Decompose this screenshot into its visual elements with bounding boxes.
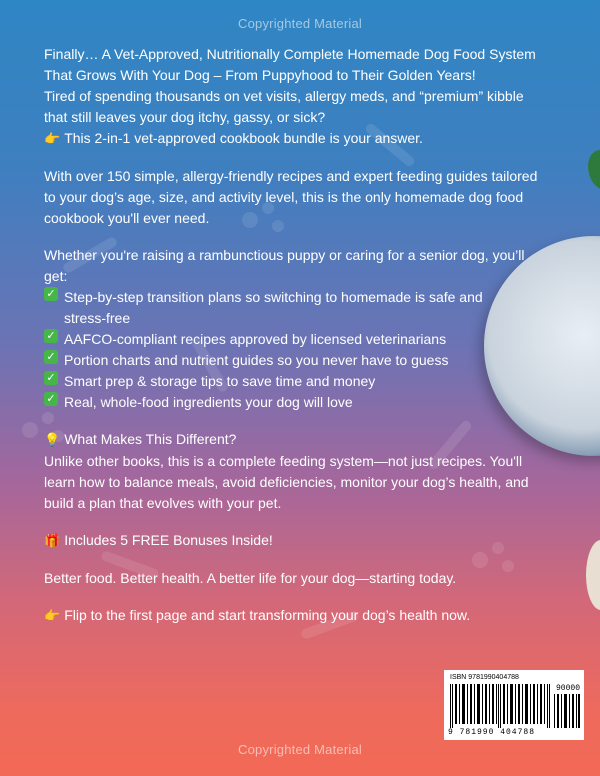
benefits-intro-line: Whether you're raising a rambunctious puppy or caring for a senior dog, you’ll: [44, 247, 525, 263]
intro-line: that still leaves your dog itchy, gassy, or sick?: [44, 109, 326, 125]
pointing-hand-icon: 👉: [44, 132, 61, 147]
barcode-bars: [450, 684, 550, 728]
benefit-item: [44, 329, 574, 350]
benefit-text: Step-by-step transition plans so switching to homemade is safe and: [64, 289, 483, 305]
gift-icon: 🎁: [44, 534, 61, 549]
price-barcode-bars: [554, 694, 580, 728]
plant-decoration: [588, 150, 600, 190]
barcode-number: 9 781990 404788: [448, 728, 536, 737]
intro-line: Finally… A Vet-Approved, Nutritionally Complete Homemade Dog Food System: [44, 46, 536, 62]
benefit-item: [44, 371, 574, 392]
check-mark-icon: ✓: [44, 329, 58, 343]
isbn-label: ISBN 9781990404788: [450, 674, 519, 681]
pointing-hand-icon: 👉: [44, 609, 61, 624]
call-to-action: [44, 605, 574, 627]
intro-line: Tired of spending thousands on vet visits, allergy meds, and “premium” kibble: [44, 88, 524, 104]
isbn-barcode: [444, 670, 584, 740]
call-to-action-text: Flip to the first page and start transforming your dog’s health now.: [64, 607, 471, 623]
benefits-list: [44, 287, 574, 413]
benefits-intro-line: get:: [44, 268, 68, 284]
check-mark-icon: ✓: [44, 371, 58, 385]
check-mark-icon: ✓: [44, 350, 58, 364]
price-code: 90000: [556, 684, 581, 693]
benefit-text: stress-free: [64, 310, 131, 326]
dog-image-edge: [586, 540, 600, 610]
tagline: Better food. Better health. A better life for your dog—starting today.: [44, 570, 457, 586]
benefit-item: [44, 350, 574, 371]
check-mark-icon: ✓: [44, 392, 58, 406]
different-line: learn how to balance meals, avoid deficiencies, monitor your dog’s health, and: [44, 474, 529, 490]
copyright-watermark-top: Copyrighted Material: [238, 16, 362, 31]
different-line: Unlike other books, this is a complete feeding system—not just recipes. You'll: [44, 453, 523, 469]
bonuses-line: [44, 530, 574, 552]
back-cover-text: [44, 44, 574, 627]
copyright-watermark-bottom: Copyrighted Material: [238, 742, 362, 757]
different-line: build a plan that evolves with your pet.: [44, 495, 282, 511]
benefit-text: Portion charts and nutrient guides so you never have to guess: [64, 352, 449, 368]
description-line: cookbook you'll ever need.: [44, 210, 210, 226]
intro-answer-text: This 2-in-1 vet-approved cookbook bundle is your answer.: [64, 130, 423, 146]
description-line: With over 150 simple, allergy-friendly recipes and expert feeding guides tailored: [44, 168, 538, 184]
different-heading: [44, 429, 574, 451]
benefit-text: AAFCO-compliant recipes approved by licensed veterinarians: [64, 331, 447, 347]
light-bulb-icon: 💡: [44, 433, 61, 448]
intro-line: That Grows With Your Dog – From Puppyhood to Their Golden Years!: [44, 67, 476, 83]
benefit-text: Smart prep & storage tips to save time and money: [64, 373, 376, 389]
benefit-text: Real, whole-food ingredients your dog will love: [64, 394, 353, 410]
intro-answer: [44, 128, 574, 150]
bonuses-text: Includes 5 FREE Bonuses Inside!: [64, 532, 273, 548]
different-heading-text: What Makes This Different?: [64, 431, 237, 447]
benefit-item: [44, 392, 574, 413]
check-mark-icon: ✓: [44, 287, 58, 301]
description-line: to your dog’s age, size, and activity level, this is the only homemade dog food: [44, 189, 524, 205]
benefit-item: [44, 287, 574, 329]
